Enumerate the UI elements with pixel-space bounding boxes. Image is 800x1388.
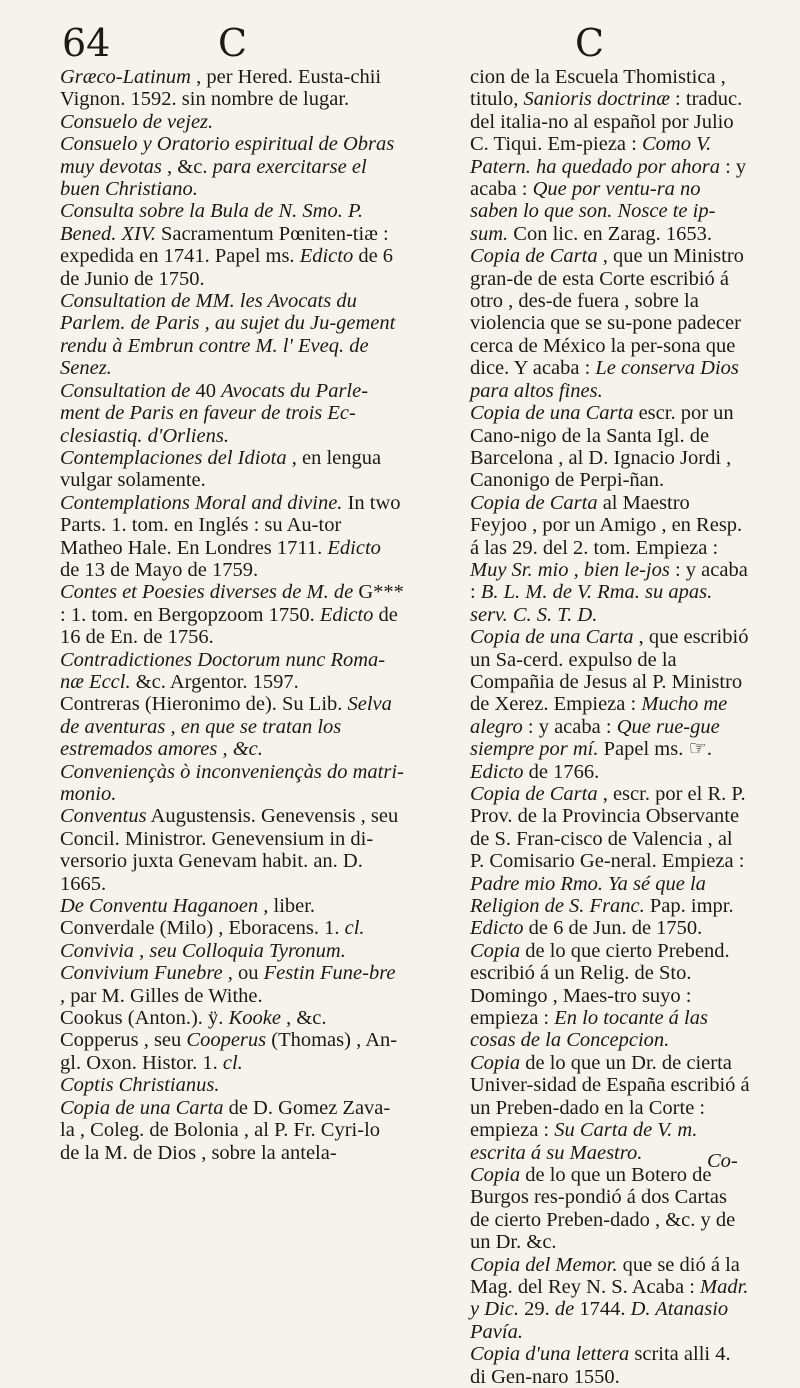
entry: Consulta sobre la Bula de N. Smo. P. Bened. XIV. Sacramentum Pœniten-tiæ : expedida en 1741. Papel ms. Edicto de 6 de Junio de 1750. bbox=[60, 200, 394, 290]
left-column bbox=[60, 66, 404, 1164]
entry: Conventus Augustensis. Genevensis , seu Concil. Ministror. Genevensium in di-versorio juxta Genevam habit. an. D. 1665. bbox=[60, 805, 399, 895]
entry: Contradictiones Doctorum nunc Roma-næ Eccl. &c. Argentor. 1597. bbox=[60, 648, 386, 693]
entry: Coptis Christianus. bbox=[60, 1074, 220, 1097]
entry: Copia de lo que un Dr. de cierta Univer-sidad de España escribió á un Preben-dado en la Corte : empieza : Su Carta de V. m. escrita á su Maestro. bbox=[470, 1051, 750, 1164]
entry: Copia de Carta al Maestro Feyjoo , por un Amigo , en Resp. á las 29. del 2. tom. Empieza : Muy Sr. mio , bien le-jos : y acaba : B. L. M. de V. Rma. su apas. serv. C. S. T. D. bbox=[470, 491, 748, 626]
entry: Cookus (Anton.). ÿ. Kooke , &c. bbox=[60, 1007, 327, 1030]
entry: Græco-Latinum , per Hered. Eusta-chii Vignon. 1592. sin nombre de lugar. bbox=[60, 66, 382, 111]
entry: Contemplaciones del Idiota , en lengua vulgar solamente. bbox=[60, 446, 382, 492]
entry: Conveniençàs ò inconveniençàs do matri-monio. bbox=[60, 760, 404, 805]
entry: Copperus , seu Cooperus (Thomas) , An-gl. Oxon. Histor. 1. cl. bbox=[60, 1029, 398, 1074]
entry: Copia del Memor. que se dió á la Mag. del Rey N. S. Acaba : Madr. y Dic. 29. de 1744. D. Atanasio Pavía. bbox=[470, 1253, 749, 1343]
entry: cion de la Escuela Thomistica , titulo, Sanioris doctrinæ : traduc. del italia-no al español por Julio C. Tiqui. Em-pieza : Como V. Patern. ha quedado por ahora : y acaba : Que por ventu-ra no saben lo que son. Nosce te ip-sum. Con lic. en Zarag. 1653. bbox=[470, 66, 747, 245]
entry: Copia de lo que cierto Prebend. escribió á un Relig. de Sto. Domingo , Maes-tro suyo : empieza : En lo tocante á las cosas de la Concepcion. bbox=[470, 939, 730, 1052]
entry: Contes et Poesies diverses de M. de G*** : 1. tom. en Bergopzoom 1750. Edicto de 16 de En. de 1756. bbox=[60, 581, 404, 649]
page-header bbox=[0, 20, 800, 66]
entry: Copia d'una lettera scrita alli 4. di Gen-naro 1550. bbox=[470, 1343, 731, 1388]
section-letter-left: C bbox=[218, 21, 248, 65]
entry: De Conventu Haganoen , liber. bbox=[60, 895, 316, 918]
section-letter-right: C bbox=[575, 21, 605, 65]
entry: Contemplations Moral and divine. In two Parts. 1. tom. en Inglés : su Au-tor Matheo Hale. En Londres 1711. Edicto de 13 de Mayo de 1759. bbox=[60, 491, 401, 581]
entry: Copia de una Carta de D. Gomez Zava-la , Coleg. de Bolonia , al P. Fr. Cyri-lo de la M. de Dios , sobre la antela- bbox=[60, 1096, 391, 1164]
page-number: 64 bbox=[62, 21, 111, 65]
entry: Copia de Carta , que un Ministro gran-de de esta Corte escribió á otro , des-de fuera , sobre la violencia que se su-pone padecer cerca de México la per-sona que dice. Y acaba : Le conserva Dios para altos fines. bbox=[470, 245, 744, 402]
entry: Copia de Carta , escr. por el R. P. Prov. de la Provincia Observante de S. Fran-cisco de Valencia , al P. Comisario Ge-neral. Empieza : Padre mio Rmo. Ya sé que la Religion de S. Franc. Pap. impr. Edicto de 6 de Jun. de 1750. bbox=[470, 783, 746, 940]
catchword: Co- bbox=[707, 1150, 738, 1172]
entry: Converdale (Milo) , Eboracens. 1. cl. bbox=[60, 917, 365, 940]
entry: Contreras (Hieronimo de). Su Lib. Selva de aventuras , en que se tratan los estremados amores , &c. bbox=[60, 693, 392, 761]
entry: Consultation de MM. les Avocats du Parlem. de Paris , au sujet du Ju-gement rendu à Embrun contre M. l' Eveq. de Senez. bbox=[60, 290, 396, 380]
entry: Copia de una Carta , que escribió un Sa-cerd. expulso de la Compañia de Jesus al P. Ministro de Xerez. Empieza : Mucho me alegro : y acaba : Que rue-gue siempre por mí. Papel ms. ☞. Edicto de 1766. bbox=[470, 626, 749, 783]
entry: Consuelo de vejez. bbox=[60, 110, 214, 133]
entry: Convivia , seu Colloquia Tyronum. bbox=[60, 939, 346, 962]
entry: Copia de una Carta escr. por un Cano-nigo de la Santa Igl. de Barcelona , al D. Ignacio Jordi , Canonigo de Perpi-ñan. bbox=[470, 402, 734, 492]
entry: Convivium Funebre , ou Festin Fune-bre , par M. Gilles de Withe. bbox=[60, 962, 396, 1007]
right-column bbox=[470, 66, 750, 1388]
entry: Consultation de 40 Avocats du Parle-ment de Paris en faveur de trois Ec-clesiastiq. d'Orliens. bbox=[60, 379, 369, 447]
entry: Consuelo y Oratorio espiritual de Obras muy devotas , &c. para exercitarse el buen Christiano. bbox=[60, 133, 395, 201]
entry: Copia de lo que un Botero de Burgos res-pondió á dos Cartas de cierto Preben-dado , &c. y de un Dr. &c. bbox=[470, 1163, 736, 1254]
